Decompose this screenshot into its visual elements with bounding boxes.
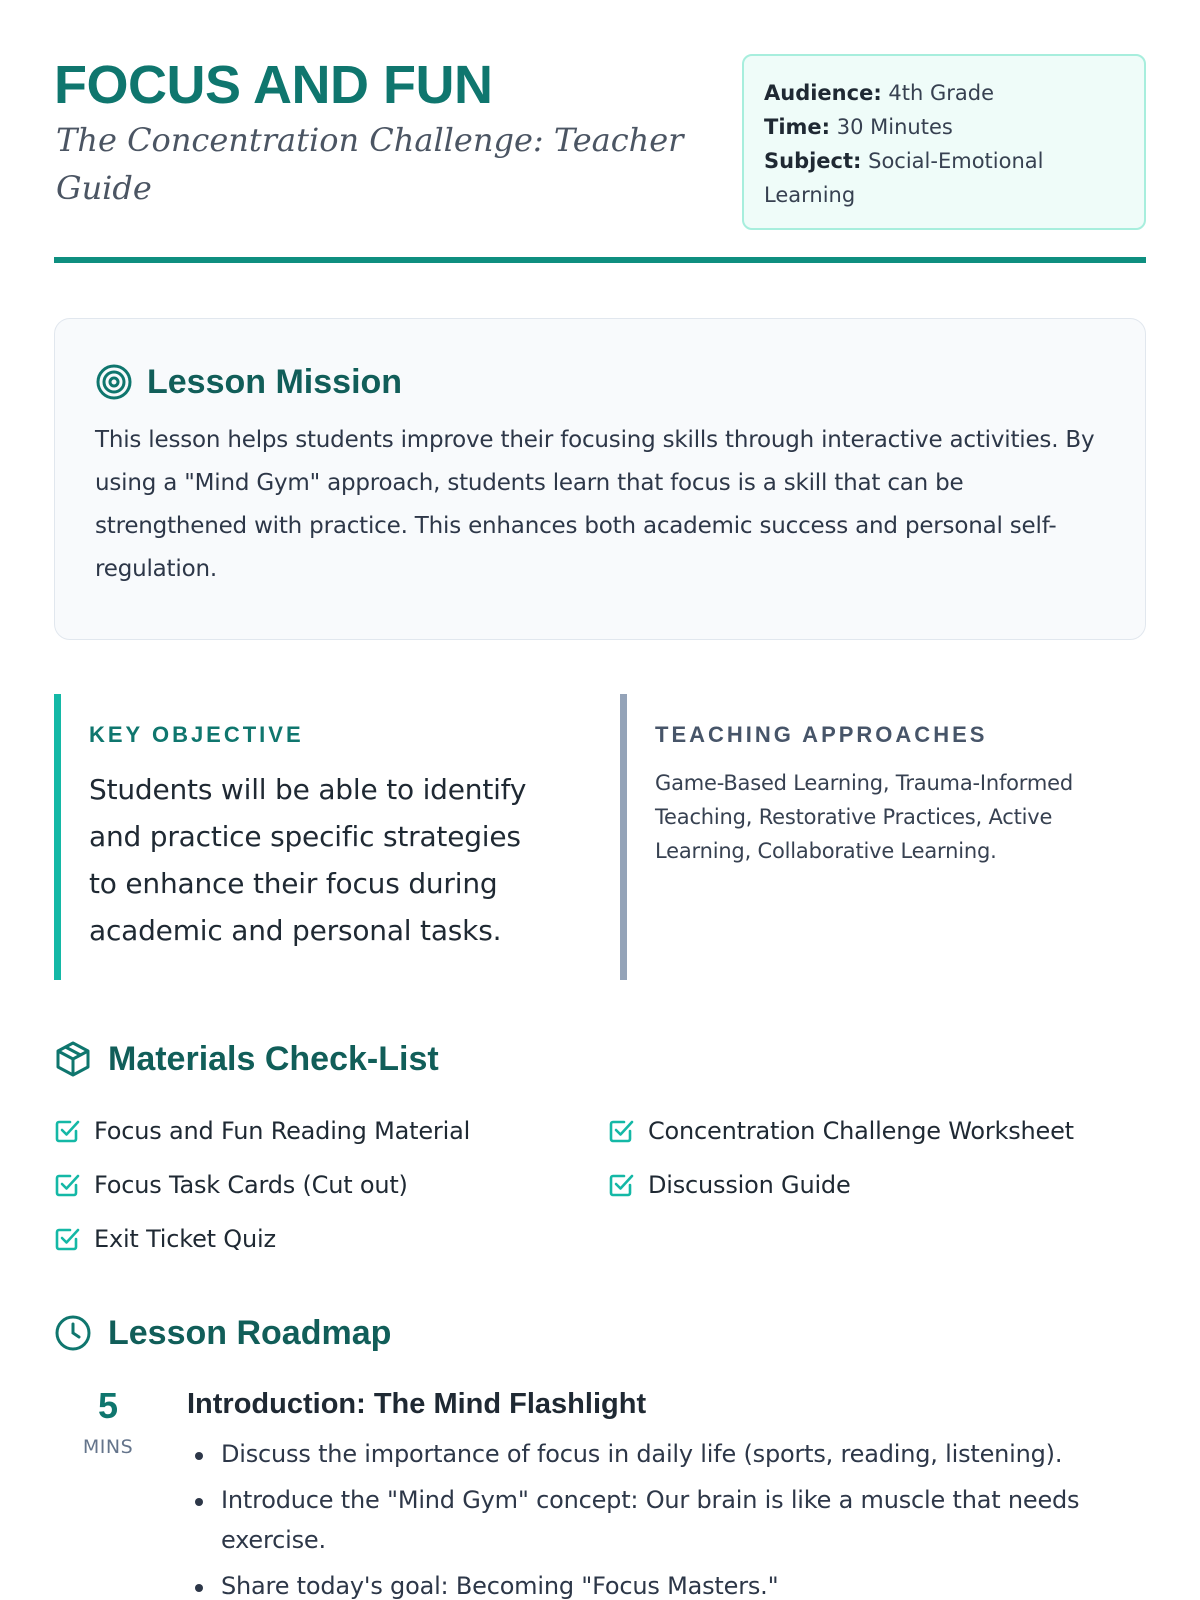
step-minutes: 5 [97,1385,119,1426]
roadmap-heading: Lesson Roadmap [108,1313,392,1352]
checkbox-checked-icon [608,1172,634,1198]
checkbox-checked-icon [54,1226,80,1252]
teaching-approaches-panel [620,694,1146,980]
package-icon [54,1040,92,1078]
step-unit: MINS [82,1436,134,1458]
teaching-approaches-label: TEACHING APPROACHES [655,722,988,747]
lesson-meta-box [742,54,1146,230]
checkbox-checked-icon [54,1172,80,1198]
mission-heading: Lesson Mission [147,362,403,401]
clock-icon [54,1314,92,1352]
teaching-approaches-text: Game-Based Learning, Trauma-Informed Teaching, Restorative Practices, Active Learning, Collaborative Learning. [655,771,1073,863]
list-item: Concentration Challenge Worksheet [608,1104,1146,1158]
materials-list [54,1104,1146,1266]
list-item: Share today's goal: Becoming "Focus Masters." [187,1566,1117,1600]
list-item: Introduce the "Mind Gym" concept: Our brain is like a muscle that needs exercise. [187,1480,1117,1560]
page-header [54,50,1146,266]
page-title: FOCUS AND FUN [54,55,493,115]
materials-heading: Materials Check-List [108,1039,439,1078]
page-subtitle: The Concentration Challenge: Teacher Guide [56,121,684,207]
meta-audience: Audience: 4th Grade [764,81,995,105]
key-objective-label: KEY OBJECTIVE [89,722,304,747]
roadmap-heading-row [54,1308,391,1358]
mission-heading-row [95,359,1105,405]
target-icon [95,363,133,401]
materials-heading-row [54,1034,439,1084]
meta-subject: Subject: Social-Emotional Learning [764,149,1044,207]
key-objective-panel [54,694,582,980]
meta-time: Time: 30 Minutes [764,115,953,139]
step-body [187,1382,1117,1600]
checkbox-checked-icon [54,1118,80,1144]
mission-text: This lesson helps students improve their focusing skills through interactive activities. By using a "Mind Gym" approach, students learn that focus is a skill that can be strengthened with practice. This enhances both academic success and personal self-regulation. [95,427,1095,582]
checkbox-checked-icon [608,1118,634,1144]
list-item: Discuss the importance of focus in daily life (sports, reading, listening). [187,1434,1117,1474]
list-item: Focus Task Cards (Cut out) [54,1158,608,1212]
roadmap-step [54,1382,1146,1600]
list-item: Exit Ticket Quiz [54,1212,608,1266]
list-item: Discussion Guide [608,1158,1146,1212]
header-divider [54,257,1146,263]
step-duration [54,1382,162,1458]
lesson-mission-card [54,318,1146,640]
list-item: Focus and Fun Reading Material [54,1104,608,1158]
key-objective-text: Students will be able to identify and practice specific strategies to enhance their focus during academic and personal tasks. [89,773,527,947]
step-bullet-list [187,1434,1117,1600]
step-title: Introduction: The Mind Flashlight [187,1388,647,1420]
